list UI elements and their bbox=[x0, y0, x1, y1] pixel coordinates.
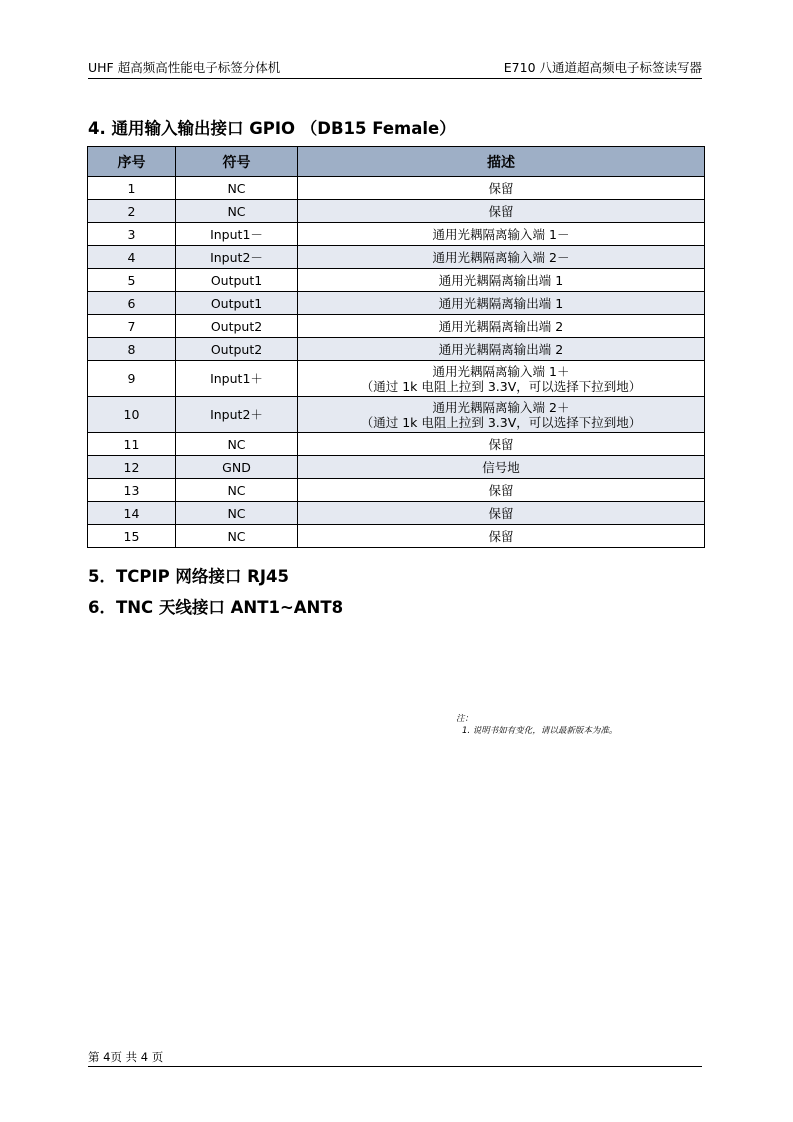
table-row bbox=[88, 433, 705, 456]
page-footer bbox=[88, 1049, 702, 1067]
pin-description-text: 保留 bbox=[488, 436, 514, 452]
pin-number: 13 bbox=[88, 479, 176, 502]
table-row bbox=[88, 397, 705, 433]
pin-description-text: 保留 bbox=[488, 180, 514, 196]
header-model-name: E710 八通道超高频电子标签读写器 bbox=[503, 60, 702, 75]
pin-number: 6 bbox=[88, 292, 176, 315]
table-row bbox=[88, 177, 705, 200]
pin-number: 10 bbox=[88, 397, 176, 433]
pin-description-note: （通过 1k 电阻上拉到 3.3V，可以选择下拉到地） bbox=[360, 414, 642, 430]
pin-number: 5 bbox=[88, 269, 176, 292]
pin-number: 1 bbox=[88, 177, 176, 200]
pin-number: 8 bbox=[88, 338, 176, 361]
pin-description-text: 通用光耦隔离输入端 2＋ bbox=[432, 399, 570, 415]
pin-description-text: 通用光耦隔离输入端 2－ bbox=[432, 249, 570, 265]
pin-description bbox=[298, 292, 705, 315]
pin-symbol: NC bbox=[176, 200, 298, 223]
pin-description-text: 保留 bbox=[488, 528, 514, 544]
pin-description bbox=[298, 269, 705, 292]
pin-symbol: NC bbox=[176, 502, 298, 525]
pin-number: 11 bbox=[88, 433, 176, 456]
pin-number: 7 bbox=[88, 315, 176, 338]
pin-description-text: 保留 bbox=[488, 203, 514, 219]
page-number: 第 4页 共 4 页 bbox=[88, 1050, 164, 1064]
pin-description-text: 保留 bbox=[488, 505, 514, 521]
pin-description-text: 通用光耦隔离输出端 2 bbox=[438, 318, 564, 334]
pin-description bbox=[298, 177, 705, 200]
pin-number: 9 bbox=[88, 361, 176, 397]
pin-description-text: 通用光耦隔离输入端 1－ bbox=[432, 226, 570, 242]
pin-number: 15 bbox=[88, 525, 176, 548]
table-row bbox=[88, 269, 705, 292]
tcpip-section-title: 5．TCPIP 网络接口 RJ45 bbox=[88, 567, 289, 586]
pin-symbol: Input2＋ bbox=[176, 397, 298, 433]
pin-description bbox=[298, 525, 705, 548]
table-row bbox=[88, 246, 705, 269]
pin-description bbox=[298, 502, 705, 525]
pin-number: 14 bbox=[88, 502, 176, 525]
header-symbol: 符号 bbox=[176, 147, 298, 177]
table-row bbox=[88, 479, 705, 502]
pin-symbol: Output1 bbox=[176, 292, 298, 315]
header-number: 序号 bbox=[88, 147, 176, 177]
pin-description bbox=[298, 361, 705, 397]
pin-number: 12 bbox=[88, 456, 176, 479]
note-label: 注： bbox=[456, 714, 474, 724]
pin-description bbox=[298, 456, 705, 479]
table-row bbox=[88, 456, 705, 479]
table-row bbox=[88, 315, 705, 338]
pin-description bbox=[298, 397, 705, 433]
pin-symbol: NC bbox=[176, 433, 298, 456]
pin-symbol: NC bbox=[176, 479, 298, 502]
pin-symbol: Input1－ bbox=[176, 223, 298, 246]
header-description: 描述 bbox=[298, 147, 705, 177]
pin-description-text: 保留 bbox=[488, 482, 514, 498]
table-row bbox=[88, 525, 705, 548]
header-product-name: UHF 超高频高性能电子标签分体机 bbox=[88, 60, 281, 75]
pin-description bbox=[298, 338, 705, 361]
pin-description bbox=[298, 433, 705, 456]
pin-description-text: 通用光耦隔离输出端 2 bbox=[438, 341, 564, 357]
table-row bbox=[88, 200, 705, 223]
table-row bbox=[88, 361, 705, 397]
pin-description bbox=[298, 479, 705, 502]
pin-description-note: （通过 1k 电阻上拉到 3.3V，可以选择下拉到地） bbox=[360, 378, 642, 394]
pin-description-text: 通用光耦隔离输出端 1 bbox=[438, 295, 564, 311]
gpio-section-title: 4. 通用输入输出接口 GPIO （DB15 Female） bbox=[88, 119, 456, 138]
pin-symbol: GND bbox=[176, 456, 298, 479]
pin-symbol: Input2－ bbox=[176, 246, 298, 269]
pin-symbol: Output2 bbox=[176, 338, 298, 361]
table-row bbox=[88, 502, 705, 525]
table-header-row bbox=[88, 147, 705, 177]
pin-description-text: 通用光耦隔离输入端 1＋ bbox=[432, 363, 570, 379]
pin-symbol: Output1 bbox=[176, 269, 298, 292]
pin-description-text: 通用光耦隔离输出端 1 bbox=[438, 272, 564, 288]
pin-number: 4 bbox=[88, 246, 176, 269]
pin-symbol: Input1＋ bbox=[176, 361, 298, 397]
tnc-section-title: 6．TNC 天线接口 ANT1~ANT8 bbox=[88, 598, 344, 617]
pin-symbol: NC bbox=[176, 525, 298, 548]
table-row bbox=[88, 292, 705, 315]
pin-symbol: NC bbox=[176, 177, 298, 200]
pin-description bbox=[298, 223, 705, 246]
table-row bbox=[88, 223, 705, 246]
note-item: 1. 说明书如有变化，请以最新版本为准。 bbox=[462, 726, 618, 736]
pin-description-text: 信号地 bbox=[482, 459, 520, 475]
table-row bbox=[88, 338, 705, 361]
pin-number: 3 bbox=[88, 223, 176, 246]
gpio-pin-table bbox=[87, 146, 705, 548]
pin-description bbox=[298, 246, 705, 269]
pin-description bbox=[298, 315, 705, 338]
pin-symbol: Output2 bbox=[176, 315, 298, 338]
pin-description bbox=[298, 200, 705, 223]
pin-number: 2 bbox=[88, 200, 176, 223]
note-block bbox=[456, 713, 617, 737]
page-header bbox=[88, 58, 702, 79]
